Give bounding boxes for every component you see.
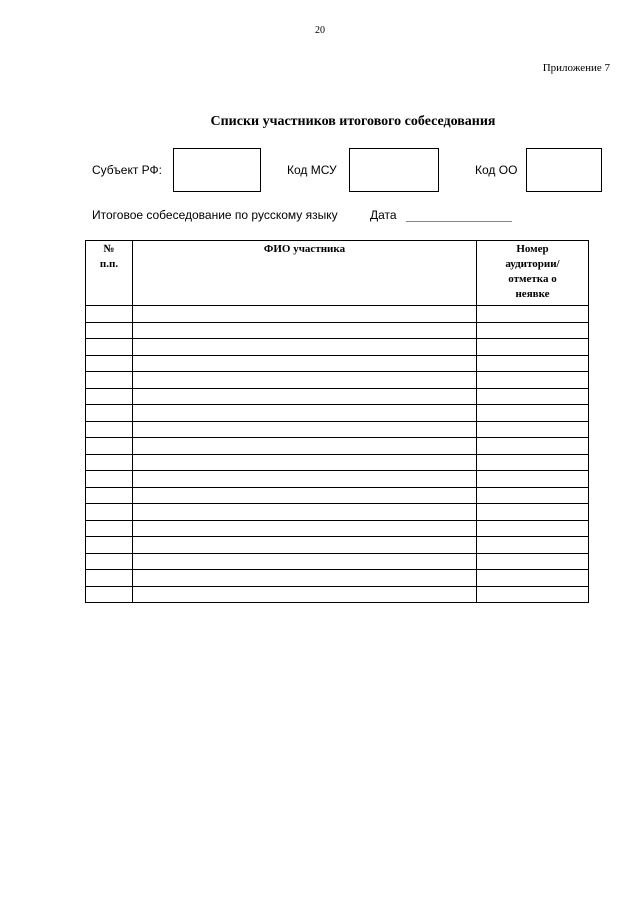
- cell-fio[interactable]: [133, 537, 477, 554]
- header-number-line1: №: [103, 243, 115, 255]
- cell-room[interactable]: [477, 339, 589, 356]
- table-body: [86, 306, 589, 603]
- cell-room[interactable]: [477, 586, 589, 603]
- header-room-line1: Номер: [516, 243, 549, 255]
- subject-code-box[interactable]: [173, 148, 261, 192]
- cell-fio[interactable]: [133, 471, 477, 488]
- cell-room[interactable]: [477, 454, 589, 471]
- cell-number[interactable]: [86, 405, 133, 422]
- cell-number[interactable]: [86, 454, 133, 471]
- cell-number[interactable]: [86, 520, 133, 537]
- table-row: [86, 471, 589, 488]
- page-number: 20: [315, 25, 325, 36]
- cell-room[interactable]: [477, 520, 589, 537]
- cell-fio[interactable]: [133, 520, 477, 537]
- cell-number[interactable]: [86, 537, 133, 554]
- appendix-label: Приложение 7: [542, 62, 610, 74]
- header-room-line3: отметка о: [508, 273, 557, 285]
- date-label: Дата: [370, 208, 397, 222]
- cell-fio[interactable]: [133, 553, 477, 570]
- cell-number[interactable]: [86, 372, 133, 389]
- cell-number[interactable]: [86, 487, 133, 504]
- header-room-line4: неявке: [515, 288, 550, 300]
- cell-room[interactable]: [477, 504, 589, 521]
- cell-number[interactable]: [86, 421, 133, 438]
- header-room: [477, 241, 589, 306]
- table-row: [86, 322, 589, 339]
- cell-fio[interactable]: [133, 454, 477, 471]
- participants-table: [85, 240, 589, 603]
- header-fio: ФИО участника: [133, 241, 477, 306]
- cell-number[interactable]: [86, 504, 133, 521]
- table-row: [86, 405, 589, 422]
- oo-code-box[interactable]: [526, 148, 602, 192]
- cell-number[interactable]: [86, 339, 133, 356]
- cell-number[interactable]: [86, 553, 133, 570]
- cell-number[interactable]: [86, 306, 133, 323]
- cell-room[interactable]: [477, 537, 589, 554]
- oo-code-label: Код ОО: [475, 163, 518, 177]
- cell-room[interactable]: [477, 388, 589, 405]
- cell-room[interactable]: [477, 322, 589, 339]
- table-row: [86, 504, 589, 521]
- cell-fio[interactable]: [133, 570, 477, 587]
- table-row: [86, 570, 589, 587]
- table-row: [86, 339, 589, 356]
- table-row: [86, 520, 589, 537]
- cell-room[interactable]: [477, 355, 589, 372]
- header-number-line2: п.п.: [99, 258, 119, 270]
- table-row: [86, 306, 589, 323]
- cell-fio[interactable]: [133, 306, 477, 323]
- cell-room[interactable]: [477, 553, 589, 570]
- cell-room[interactable]: [477, 570, 589, 587]
- cell-fio[interactable]: [133, 355, 477, 372]
- cell-fio[interactable]: [133, 339, 477, 356]
- header-room-line2: аудитории/: [505, 258, 560, 270]
- cell-room[interactable]: [477, 405, 589, 422]
- cell-fio[interactable]: [133, 388, 477, 405]
- table-row: [86, 553, 589, 570]
- table-row: [86, 421, 589, 438]
- exam-description: Итоговое собеседование по русскому языку: [92, 208, 338, 222]
- cell-fio[interactable]: [133, 322, 477, 339]
- cell-number[interactable]: [86, 586, 133, 603]
- cell-fio[interactable]: [133, 586, 477, 603]
- table-row: [86, 438, 589, 455]
- cell-number[interactable]: [86, 322, 133, 339]
- cell-number[interactable]: [86, 471, 133, 488]
- msu-code-box[interactable]: [349, 148, 439, 192]
- cell-fio[interactable]: [133, 487, 477, 504]
- cell-room[interactable]: [477, 372, 589, 389]
- subject-label: Субъект РФ:: [92, 163, 162, 177]
- cell-room[interactable]: [477, 421, 589, 438]
- cell-fio[interactable]: [133, 405, 477, 422]
- cell-fio[interactable]: [133, 504, 477, 521]
- table-row: [86, 388, 589, 405]
- cell-room[interactable]: [477, 471, 589, 488]
- document-title: Списки участников итогового собеседования: [210, 114, 496, 129]
- cell-number[interactable]: [86, 570, 133, 587]
- header-number: [86, 241, 133, 306]
- table-row: [86, 586, 589, 603]
- cell-number[interactable]: [86, 355, 133, 372]
- table-row: [86, 372, 589, 389]
- cell-room[interactable]: [477, 438, 589, 455]
- table-row: [86, 487, 589, 504]
- cell-fio[interactable]: [133, 421, 477, 438]
- table-row: [86, 454, 589, 471]
- msu-code-label: Код МСУ: [287, 163, 337, 177]
- date-field[interactable]: [406, 221, 512, 222]
- table-row: [86, 537, 589, 554]
- cell-fio[interactable]: [133, 372, 477, 389]
- cell-number[interactable]: [86, 438, 133, 455]
- cell-room[interactable]: [477, 306, 589, 323]
- cell-room[interactable]: [477, 487, 589, 504]
- table-row: [86, 355, 589, 372]
- cell-number[interactable]: [86, 388, 133, 405]
- table-header-row: [86, 241, 589, 306]
- cell-fio[interactable]: [133, 438, 477, 455]
